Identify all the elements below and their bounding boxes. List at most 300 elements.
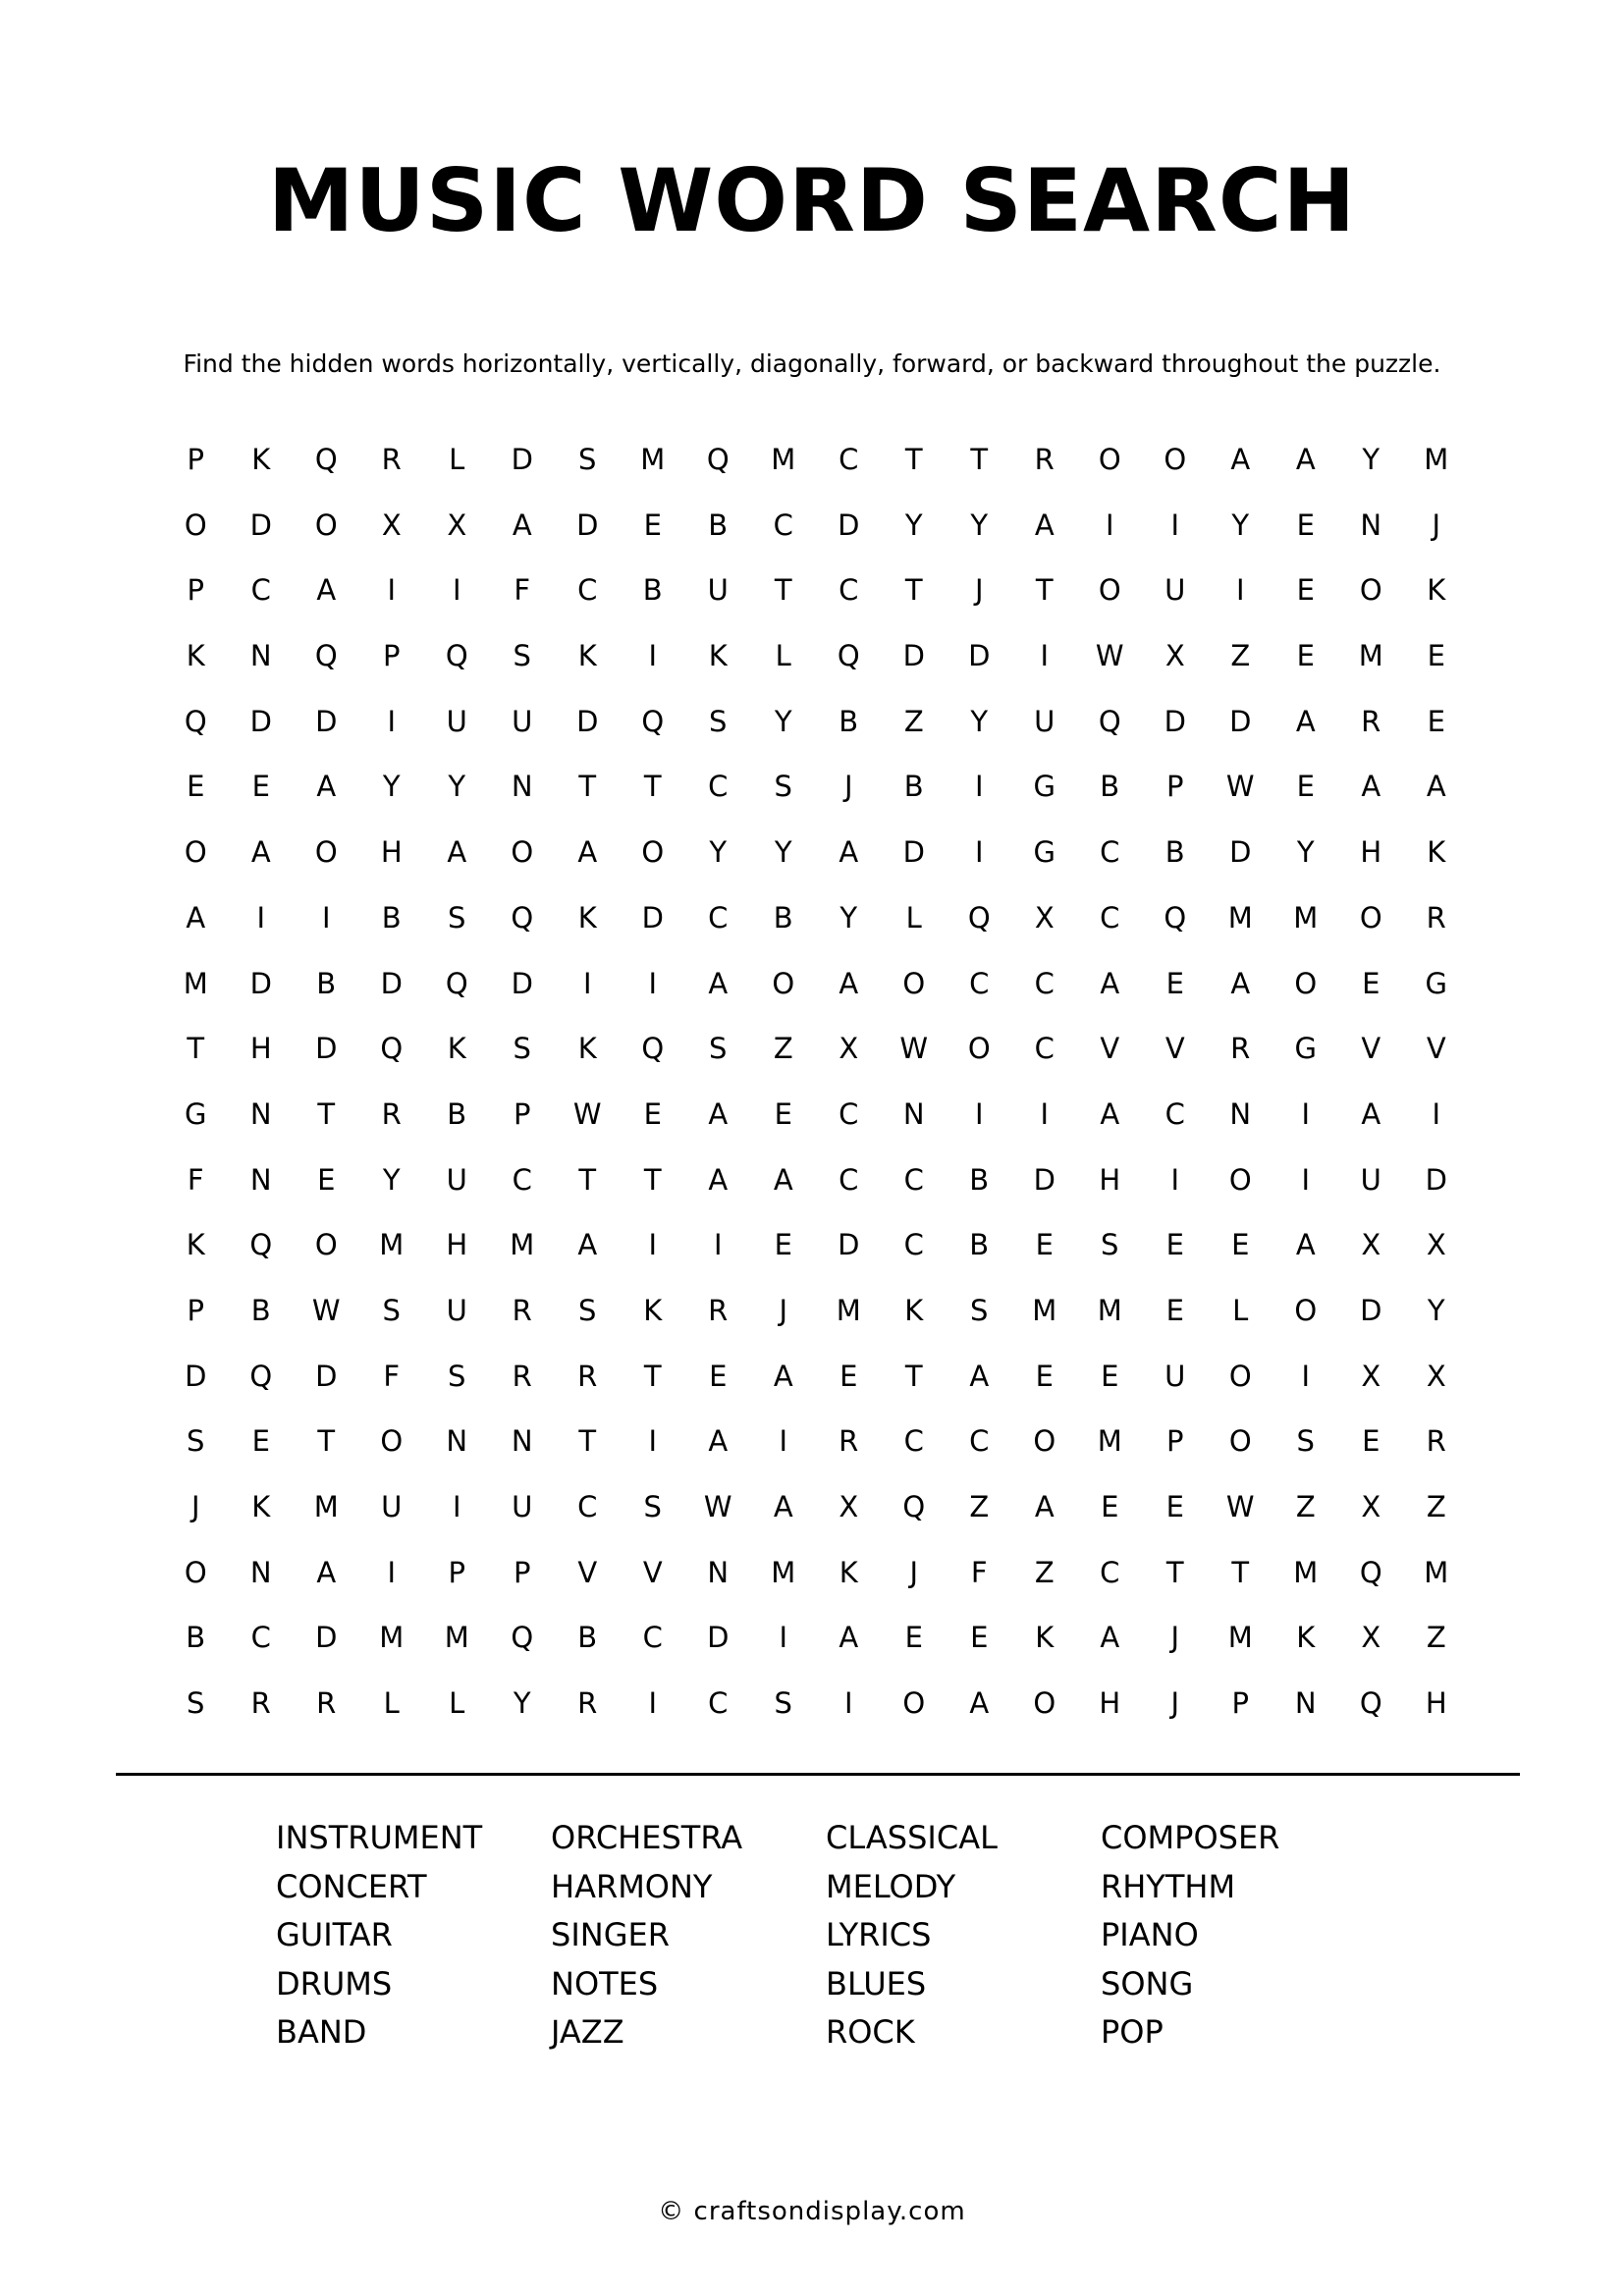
grid-cell: K (1035, 1621, 1055, 1655)
grid-cell: Z (1230, 639, 1251, 673)
grid-cell: B (903, 770, 924, 804)
grid-cell: Q (706, 443, 730, 476)
grid-cell: V (1164, 1032, 1185, 1066)
grid-cell: Q (314, 639, 338, 673)
grid-cell: C (1100, 835, 1120, 870)
grid-cell: I (648, 639, 658, 673)
grid-cell: D (1229, 835, 1252, 870)
grid-cell: Y (448, 770, 466, 804)
grid-cell: G (1033, 770, 1056, 804)
grid-cell: V (1361, 1032, 1381, 1066)
grid-cell: I (1432, 1096, 1441, 1131)
grid-cell: D (315, 1032, 338, 1066)
grid-cell: O (380, 1424, 404, 1459)
grid-row (163, 1542, 1469, 1608)
letter-grid (163, 429, 1469, 1738)
grid-cell: D (1033, 1162, 1056, 1197)
grid-cell: A (316, 770, 337, 804)
word-list-item: HARMONY (551, 1867, 713, 1905)
grid-row (163, 1018, 1469, 1084)
grid-cell: Y (1427, 1293, 1445, 1327)
grid-cell: R (577, 1686, 598, 1721)
grid-cell: Q (249, 1228, 273, 1262)
grid-cell: O (1294, 966, 1318, 1000)
grid-cell: A (1361, 770, 1381, 804)
grid-cell: M (1358, 639, 1383, 673)
grid-cell: A (512, 507, 532, 542)
grid-cell: B (708, 507, 729, 542)
grid-cell: D (838, 507, 860, 542)
grid-cell: M (1097, 1293, 1122, 1327)
grid-cell: C (773, 507, 793, 542)
grid-cell: I (452, 1490, 461, 1523)
grid-cell: E (1035, 1228, 1054, 1262)
grid-cell: X (1361, 1621, 1381, 1655)
grid-cell: L (383, 1686, 400, 1721)
grid-cell: T (970, 443, 989, 476)
word-list-item: RHYTHM (1101, 1867, 1236, 1905)
grid-cell: O (1033, 1686, 1056, 1721)
grid-cell: M (771, 1555, 796, 1589)
grid-cell: Y (904, 507, 923, 542)
grid-cell: S (448, 1359, 466, 1393)
grid-cell: T (578, 1162, 597, 1197)
grid-cell: Y (382, 1162, 401, 1197)
grid-cell: R (381, 1096, 402, 1131)
grid-cell: Q (380, 1032, 404, 1066)
grid-cell: Z (1426, 1490, 1446, 1523)
grid-cell: G (1294, 1032, 1317, 1066)
grid-cell: K (708, 639, 728, 673)
grid-cell: O (314, 835, 338, 870)
grid-cell: S (578, 1293, 597, 1327)
grid-cell: K (447, 1032, 466, 1066)
grid-cell: A (773, 1162, 793, 1197)
word-list-item: SINGER (551, 1916, 670, 1953)
grid-cell: E (187, 770, 205, 804)
grid-cell: C (839, 1162, 859, 1197)
grid-cell: D (511, 443, 533, 476)
grid-cell: U (446, 704, 467, 738)
grid-cell: M (379, 1228, 405, 1262)
grid-cell: W (899, 1032, 929, 1066)
grid-cell: K (1427, 835, 1446, 870)
grid-cell: M (1424, 1555, 1449, 1589)
grid-cell: A (1100, 966, 1120, 1000)
grid-cell: A (969, 1359, 990, 1393)
grid-cell: H (249, 1032, 272, 1066)
grid-cell: W (703, 1490, 732, 1523)
grid-cell: K (1296, 1621, 1316, 1655)
grid-cell: L (449, 1686, 465, 1721)
grid-cell: C (577, 573, 598, 608)
grid-cell: I (452, 573, 461, 608)
grid-cell: I (779, 1424, 788, 1459)
grid-cell: N (1229, 1096, 1252, 1131)
grid-cell: K (839, 1555, 858, 1589)
grid-cell: E (774, 1096, 792, 1131)
grid-cell: U (1034, 704, 1056, 738)
page-title: MUSIC WORD SEARCH (267, 150, 1357, 251)
grid-cell: N (511, 770, 533, 804)
grid-cell: R (577, 1359, 598, 1393)
grid-cell: C (969, 966, 990, 1000)
grid-cell: Q (184, 704, 207, 738)
grid-cell: O (1033, 1424, 1056, 1459)
grid-cell: M (1293, 900, 1319, 934)
grid-cell: F (970, 1555, 988, 1589)
grid-cell: O (184, 1555, 207, 1589)
grid-cell: R (1230, 1032, 1251, 1066)
grid-cell: R (1034, 443, 1055, 476)
grid-cell: A (1361, 1096, 1381, 1131)
grid-cell: J (843, 770, 853, 804)
grid-cell: I (974, 1096, 984, 1131)
grid-cell: L (449, 443, 465, 476)
grid-cell: E (904, 1621, 923, 1655)
grid-cell: H (380, 835, 403, 870)
grid-cell: N (511, 1424, 533, 1459)
grid-cell: A (1295, 443, 1316, 476)
grid-cell: I (1170, 1162, 1180, 1197)
grid-cell: O (902, 966, 926, 1000)
grid-cell: A (186, 900, 206, 934)
footer-copyright: © craftsondisplay.com (658, 2197, 966, 2226)
grid-cell: R (250, 1686, 271, 1721)
grid-cell: Q (511, 900, 534, 934)
grid-cell: O (1228, 1162, 1252, 1197)
grid-cell: Y (970, 704, 989, 738)
grid-cell: N (249, 1555, 272, 1589)
grid-cell: B (839, 704, 859, 738)
grid-row (163, 1411, 1469, 1476)
grid-cell: D (576, 507, 599, 542)
grid-cell: T (317, 1096, 336, 1131)
grid-cell: D (968, 639, 991, 673)
grid-cell: E (709, 1359, 728, 1393)
grid-cell: C (250, 1621, 271, 1655)
grid-cell: W (1225, 1490, 1255, 1523)
grid-cell: E (1296, 507, 1315, 542)
grid-cell: P (514, 1555, 531, 1589)
grid-cell: B (447, 1096, 467, 1131)
word-list-item: PIANO (1101, 1916, 1199, 1953)
grid-cell: E (1165, 1228, 1184, 1262)
grid-cell: A (577, 835, 598, 870)
grid-cell: N (249, 1096, 272, 1131)
grid-cell: X (1361, 1228, 1381, 1262)
grid-cell: O (1228, 1359, 1252, 1393)
grid-cell: U (512, 704, 533, 738)
grid-cell: Q (445, 639, 468, 673)
grid-cell: Q (314, 443, 338, 476)
word-list-item: INSTRUMENT (276, 1819, 483, 1856)
grid-cell: T (904, 573, 923, 608)
grid-cell: E (1035, 1359, 1054, 1393)
word-list-item: GUITAR (276, 1916, 393, 1953)
grid-cell: K (186, 639, 205, 673)
grid-cell: M (771, 443, 796, 476)
grid-cell: Y (1231, 507, 1250, 542)
grid-cell: P (383, 639, 401, 673)
grid-cell: I (1301, 1359, 1311, 1393)
grid-cell: U (1360, 1162, 1381, 1197)
grid-cell: L (1232, 1293, 1249, 1327)
grid-cell: I (1170, 507, 1180, 542)
grid-cell: X (839, 1490, 859, 1523)
grid-cell: E (970, 1621, 989, 1655)
word-list-item: MELODY (826, 1867, 956, 1905)
grid-cell: S (513, 639, 531, 673)
grid-cell: K (1427, 573, 1446, 608)
grid-cell: D (249, 704, 272, 738)
grid-cell: S (187, 1686, 205, 1721)
grid-cell: Z (903, 704, 924, 738)
grid-cell: P (187, 443, 204, 476)
grid-cell: A (839, 1621, 859, 1655)
grid-cell: T (578, 770, 597, 804)
grid-row (163, 1280, 1469, 1346)
grid-cell: A (250, 835, 271, 870)
grid-cell: C (969, 1424, 990, 1459)
grid-cell: T (774, 573, 792, 608)
grid-cell: E (1427, 704, 1445, 738)
grid-cell: D (1425, 1162, 1447, 1197)
grid-row (163, 560, 1469, 625)
grid-cell: U (381, 1490, 403, 1523)
grid-cell: V (577, 1555, 598, 1589)
grid-cell: X (381, 507, 402, 542)
grid-cell: I (648, 1686, 658, 1721)
grid-cell: Q (445, 966, 468, 1000)
grid-cell: E (1101, 1490, 1119, 1523)
grid-cell: W (1225, 770, 1255, 804)
grid-row (163, 887, 1469, 953)
grid-cell: Z (1426, 1621, 1446, 1655)
grid-cell: M (836, 1293, 861, 1327)
grid-cell: A (708, 1424, 729, 1459)
grid-cell: C (642, 1621, 663, 1655)
grid-cell: I (779, 1621, 788, 1655)
word-list-item: BAND (276, 2013, 367, 2051)
grid-cell: B (316, 966, 337, 1000)
grid-cell: E (1165, 1490, 1184, 1523)
grid-cell: W (1095, 639, 1124, 673)
grid-cell: R (316, 1686, 337, 1721)
grid-cell: U (512, 1490, 533, 1523)
grid-cell: L (775, 639, 791, 673)
grid-cell: K (577, 639, 597, 673)
grid-row (163, 1673, 1469, 1738)
grid-cell: V (1426, 1032, 1446, 1066)
grid-cell: S (1296, 1424, 1315, 1459)
grid-cell: D (1164, 704, 1186, 738)
grid-cell: D (1229, 704, 1252, 738)
grid-cell: E (643, 507, 662, 542)
grid-cell: A (1426, 770, 1446, 804)
grid-cell: I (648, 1228, 658, 1262)
grid-cell: E (1165, 1293, 1184, 1327)
grid-row (163, 495, 1469, 561)
grid-cell: T (317, 1424, 336, 1459)
grid-cell: Q (511, 1621, 534, 1655)
grid-cell: Y (774, 704, 792, 738)
grid-cell: A (1230, 966, 1251, 1000)
instructions-text: Find the hidden words horizontally, vertically, diagonally, forward, or backward throughout the puzzle. (183, 349, 1441, 378)
grid-cell: C (708, 900, 729, 934)
grid-cell: I (1301, 1096, 1311, 1131)
grid-cell: M (1424, 443, 1449, 476)
grid-cell: X (1034, 900, 1055, 934)
grid-cell: Q (249, 1359, 273, 1393)
grid-cell: X (1361, 1490, 1381, 1523)
grid-cell: Q (1164, 900, 1187, 934)
grid-cell: X (839, 1032, 859, 1066)
grid-cell: X (1426, 1228, 1446, 1262)
grid-cell: T (643, 1359, 662, 1393)
grid-cell: C (1100, 900, 1120, 934)
grid-cell: B (381, 900, 402, 934)
grid-cell: A (708, 1096, 729, 1131)
grid-cell: S (513, 1032, 531, 1066)
grid-cell: I (648, 966, 658, 1000)
grid-row (163, 429, 1469, 495)
grid-cell: W (311, 1293, 341, 1327)
grid-cell: A (577, 1228, 598, 1262)
grid-cell: I (974, 835, 984, 870)
grid-cell: H (1360, 835, 1382, 870)
grid-cell: O (641, 835, 665, 870)
grid-cell: U (446, 1162, 467, 1197)
grid-cell: C (903, 1424, 924, 1459)
grid-cell: I (1235, 573, 1245, 608)
grid-cell: R (839, 1424, 859, 1459)
grid-cell: F (187, 1162, 204, 1197)
grid-cell: E (1231, 1228, 1250, 1262)
grid-cell: A (773, 1490, 793, 1523)
grid-cell: J (190, 1490, 200, 1523)
grid-cell: I (387, 704, 397, 738)
grid-cell: U (1164, 573, 1186, 608)
grid-cell: I (843, 1686, 853, 1721)
grid-cell: B (642, 573, 663, 608)
grid-cell: S (448, 900, 466, 934)
grid-cell: O (1359, 900, 1382, 934)
grid-row (163, 822, 1469, 887)
grid-cell: G (1033, 835, 1056, 870)
grid-row (163, 1607, 1469, 1673)
grid-cell: A (316, 1555, 337, 1589)
grid-cell: I (256, 900, 266, 934)
grid-cell: M (313, 1490, 339, 1523)
grid-cell: S (774, 1686, 792, 1721)
grid-cell: Q (641, 704, 665, 738)
grid-cell: A (1100, 1621, 1120, 1655)
grid-cell: T (904, 443, 923, 476)
grid-cell: P (1166, 770, 1184, 804)
grid-cell: Y (1296, 835, 1315, 870)
grid-cell: K (577, 1032, 597, 1066)
grid-cell: D (315, 704, 338, 738)
grid-cell: D (1360, 1293, 1382, 1327)
grid-cell: M (1097, 1424, 1122, 1459)
grid-cell: E (251, 770, 270, 804)
grid-cell: B (186, 1621, 206, 1655)
grid-cell: O (1359, 573, 1382, 608)
grid-cell: H (446, 1228, 468, 1262)
grid-cell: I (387, 573, 397, 608)
grid-cell: O (314, 507, 338, 542)
grid-row (163, 625, 1469, 691)
grid-cell: F (383, 1359, 401, 1393)
word-list-item: ORCHESTRA (551, 1819, 743, 1856)
grid-cell: I (1301, 1162, 1311, 1197)
grid-cell: Y (774, 835, 792, 870)
divider-line (116, 1773, 1520, 1776)
grid-cell: T (1035, 573, 1054, 608)
word-list-item: ROCK (826, 2013, 915, 2051)
grid-cell: M (1293, 1555, 1319, 1589)
grid-cell: K (643, 1293, 663, 1327)
grid-cell: D (380, 966, 403, 1000)
grid-cell: C (1164, 1096, 1185, 1131)
grid-row (163, 1346, 1469, 1412)
grid-cell: V (1100, 1032, 1120, 1066)
grid-cell: M (183, 966, 208, 1000)
grid-cell: T (643, 770, 662, 804)
grid-cell: Y (970, 507, 989, 542)
grid-cell: U (1164, 1359, 1186, 1393)
grid-cell: C (1100, 1555, 1120, 1589)
grid-cell: X (1426, 1359, 1446, 1393)
word-list-item: LYRICS (826, 1916, 932, 1953)
grid-cell: J (974, 573, 984, 608)
grid-cell: A (1230, 443, 1251, 476)
grid-cell: M (379, 1621, 405, 1655)
grid-cell: I (713, 1228, 723, 1262)
grid-cell: D (902, 639, 925, 673)
grid-row (163, 756, 1469, 822)
grid-cell: A (839, 835, 859, 870)
grid-cell: S (970, 1293, 989, 1327)
grid-cell: M (444, 1621, 469, 1655)
grid-cell: Y (709, 835, 728, 870)
grid-cell: X (1164, 639, 1185, 673)
grid-cell: A (839, 966, 859, 1000)
grid-cell: V (642, 1555, 663, 1589)
grid-cell: D (902, 835, 925, 870)
grid-cell: N (446, 1424, 468, 1459)
grid-cell: D (707, 1621, 730, 1655)
word-list-item: BLUES (826, 1964, 927, 2002)
grid-cell: D (838, 1228, 860, 1262)
grid-cell: J (909, 1555, 919, 1589)
grid-cell: N (902, 1096, 925, 1131)
grid-cell: Q (1359, 1686, 1382, 1721)
grid-cell: E (1427, 639, 1445, 673)
grid-cell: J (779, 1293, 788, 1327)
grid-cell: A (1034, 507, 1055, 542)
grid-cell: B (1164, 835, 1185, 870)
grid-cell: O (184, 507, 207, 542)
grid-cell: E (1101, 1359, 1119, 1393)
grid-cell: F (514, 573, 531, 608)
word-list-item: CLASSICAL (826, 1819, 998, 1856)
grid-row (163, 953, 1469, 1019)
grid-cell: A (708, 1162, 729, 1197)
grid-cell: C (708, 1686, 729, 1721)
grid-cell: H (1099, 1686, 1121, 1721)
